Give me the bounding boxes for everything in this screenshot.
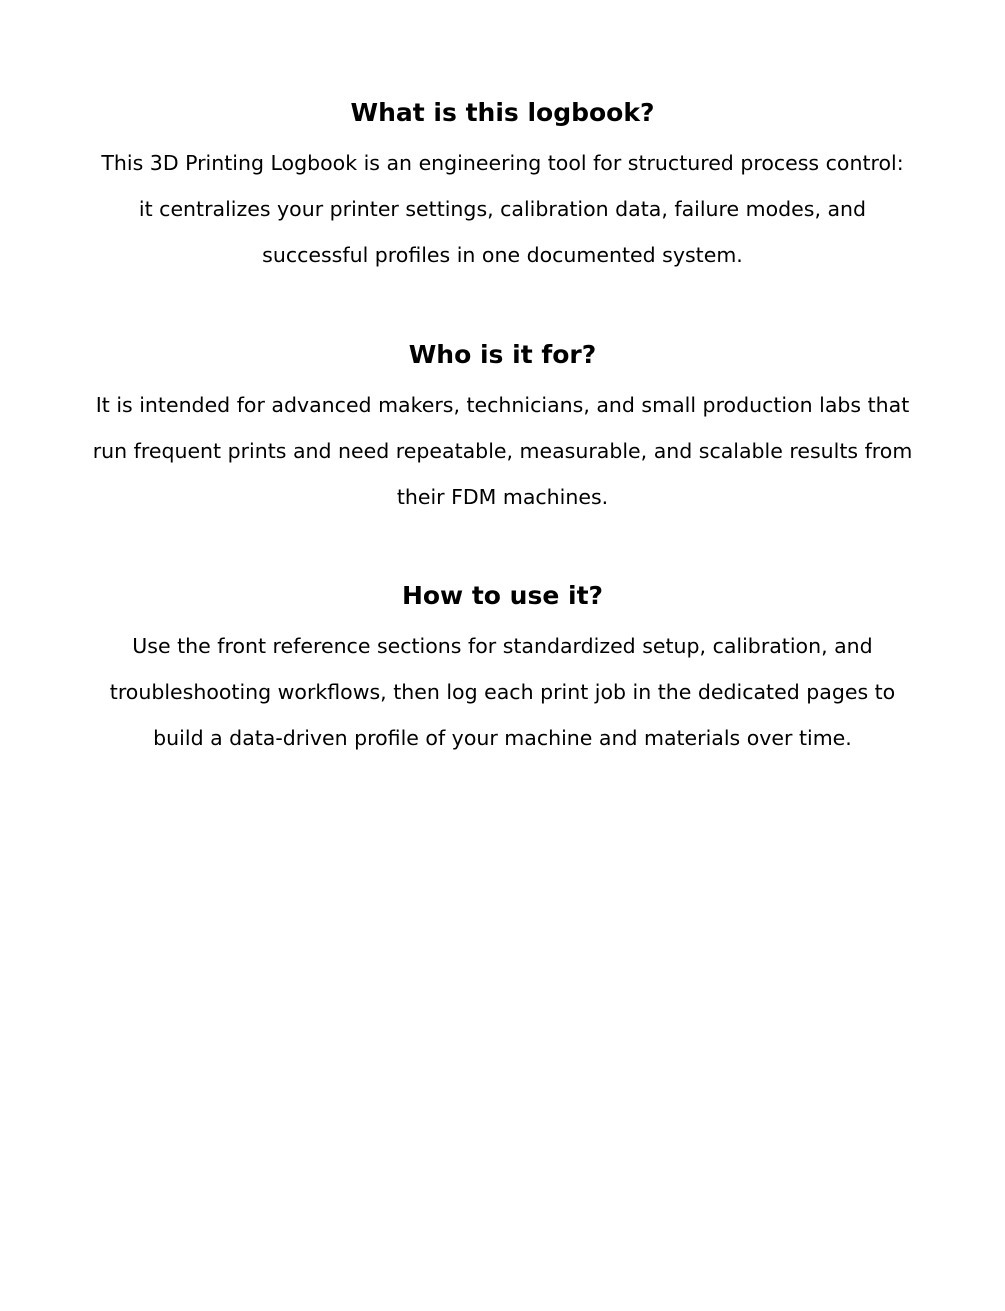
section-how-to-use bbox=[92, 579, 913, 761]
section-heading: How to use it? bbox=[401, 581, 604, 610]
section-who-is-it-for bbox=[92, 338, 913, 520]
section-heading: Who is it for? bbox=[408, 340, 597, 369]
section-body: It is intended for advanced makers, technicians, and small production labs that run frequent prints and need repeatable, measurable, and scalable results from their FDM machines. bbox=[92, 393, 913, 509]
section-body: Use the front reference sections for standardized setup, calibration, and troubleshooting workflows, then log each print job in the dedicated pages to build a data-driven profile of your machine and materials over time. bbox=[109, 634, 896, 750]
section-what-is-this bbox=[92, 96, 913, 278]
section-heading: What is this logbook? bbox=[350, 98, 655, 127]
section-body: This 3D Printing Logbook is an engineering tool for structured process control: it centralizes your printer settings, calibration data, failure modes, and successful profiles in one documented system. bbox=[101, 151, 904, 267]
